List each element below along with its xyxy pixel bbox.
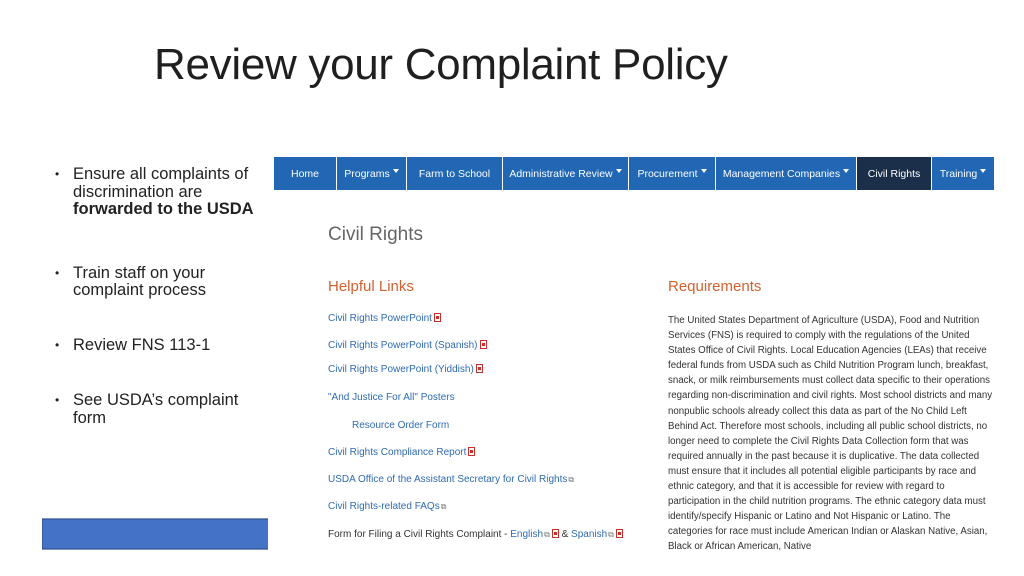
bullet-text: Train staff on your complaint process	[73, 263, 206, 299]
link-text: Civil Rights PowerPoint	[328, 313, 432, 324]
nav-label: Farm to School	[418, 167, 491, 180]
nav-management-companies[interactable]	[716, 157, 857, 190]
nav-training[interactable]	[932, 157, 995, 190]
ampersand-text: &	[558, 529, 572, 540]
pdf-icon	[552, 529, 559, 538]
external-link-icon: ⧉	[440, 502, 447, 511]
link-text: Civil Rights Compliance Report	[328, 447, 467, 458]
bullet-text: See USDA’s complaint form	[73, 391, 239, 427]
bullet-item	[54, 392, 259, 427]
nav-label: Procurement	[637, 167, 698, 180]
right-arrow-shape	[42, 506, 298, 562]
link-civil-rights-powerpoint[interactable]	[328, 313, 441, 324]
bullet-bold-text: forwarded to the USDA	[73, 200, 254, 218]
nav-label: Management Companies	[722, 167, 841, 180]
page-heading: Civil Rights	[328, 224, 424, 245]
bullet-text: Ensure all complaints of discrimination are	[73, 165, 249, 201]
nav-administrative-review[interactable]	[503, 157, 629, 190]
helpful-links-heading: Helpful Links	[328, 278, 414, 295]
nav-bar	[268, 157, 1002, 190]
link-text: Civil Rights-related FAQs	[328, 501, 440, 512]
nav-label: Civil Rights	[867, 167, 921, 180]
link-text: Civil Rights PowerPoint (Spanish)	[328, 340, 478, 351]
pdf-icon	[468, 447, 475, 456]
caret-down-icon	[701, 169, 707, 173]
nav-label: Administrative Review	[509, 167, 613, 180]
pdf-icon	[476, 364, 483, 373]
complaint-form-row	[328, 529, 623, 540]
nav-label: Training	[939, 167, 978, 180]
link-powerpoint-spanish[interactable]	[328, 340, 487, 351]
link-faqs[interactable]	[328, 501, 446, 512]
bullet-item	[54, 166, 259, 219]
nav-farm-to-school[interactable]	[407, 157, 503, 190]
slide-title: Review your Complaint Policy	[154, 40, 728, 89]
link-resource-order-form[interactable]	[352, 420, 449, 431]
nav-procurement[interactable]	[629, 157, 716, 190]
complaint-form-label: Form for Filing a Civil Rights Complaint -	[328, 529, 511, 540]
external-link-icon: ⧉	[608, 530, 614, 539]
nav-programs[interactable]	[337, 157, 407, 190]
caret-down-icon	[980, 169, 986, 173]
pdf-icon	[480, 340, 487, 349]
link-posters[interactable]	[328, 392, 455, 403]
bullet-list	[54, 166, 259, 427]
external-link-icon: ⧉	[568, 475, 575, 484]
link-compliance-report[interactable]	[328, 447, 475, 458]
link-text: USDA Office of the Assistant Secretary for Civil Rights	[328, 474, 568, 485]
link-text: Resource Order Form	[352, 420, 450, 431]
website-screenshot	[268, 157, 1002, 567]
pdf-icon	[616, 529, 623, 538]
link-powerpoint-yiddish[interactable]	[328, 364, 483, 375]
link-text: "And Justice For All" Posters	[328, 392, 455, 403]
external-link-icon: ⧉	[544, 530, 550, 539]
nav-home[interactable]	[274, 157, 337, 190]
nav-civil-rights[interactable]	[857, 157, 932, 190]
link-english[interactable]: English	[510, 529, 544, 540]
bullet-text: Review FNS 113-1	[73, 335, 211, 354]
caret-down-icon	[843, 169, 849, 173]
requirements-heading: Requirements	[668, 278, 762, 295]
bullet-item	[54, 337, 259, 355]
caret-down-icon	[393, 169, 399, 173]
link-usda-office[interactable]	[328, 474, 574, 485]
nav-label: Programs	[344, 167, 390, 180]
nav-label: Home	[290, 167, 319, 180]
link-text: Civil Rights PowerPoint (Yiddish)	[328, 364, 474, 375]
bullet-item	[54, 265, 259, 300]
caret-down-icon	[616, 169, 622, 173]
link-spanish[interactable]: Spanish	[571, 529, 608, 540]
pdf-icon	[434, 313, 441, 322]
requirements-paragraph: The United States Department of Agriculture (USDA), Food and Nutrition Services (FNS) is required to comply with the regulations of the United States Office of Civil Rights. Local Education Agencies (LEAs) that receive federal funds from USDA such as Child Nutrition Program lunch, breakfast, snack, or milk reimbursements must collect data specific to their operations regarding non-discrimination and civil rights. Most school districts and many nonpublic schools already collect this data as part of the No Child Left Behind Act. Therefore most schools, including all public school districts, no longer need to complete the Civil Rights Data Collection form that was required annually in the past because it is duplicative. The data collected must ensure that it includes all potential eligible participants by race and ethnic category, and that it is accessible for review with regard to participation in the child nutrition programs. The ethnic category data must identify/specify Hispanic or Latino and Not Hispanic or Latino. The categories for race must include American Indian or Alaskan Native, Asian, Black or African American, Native	[668, 315, 993, 553]
